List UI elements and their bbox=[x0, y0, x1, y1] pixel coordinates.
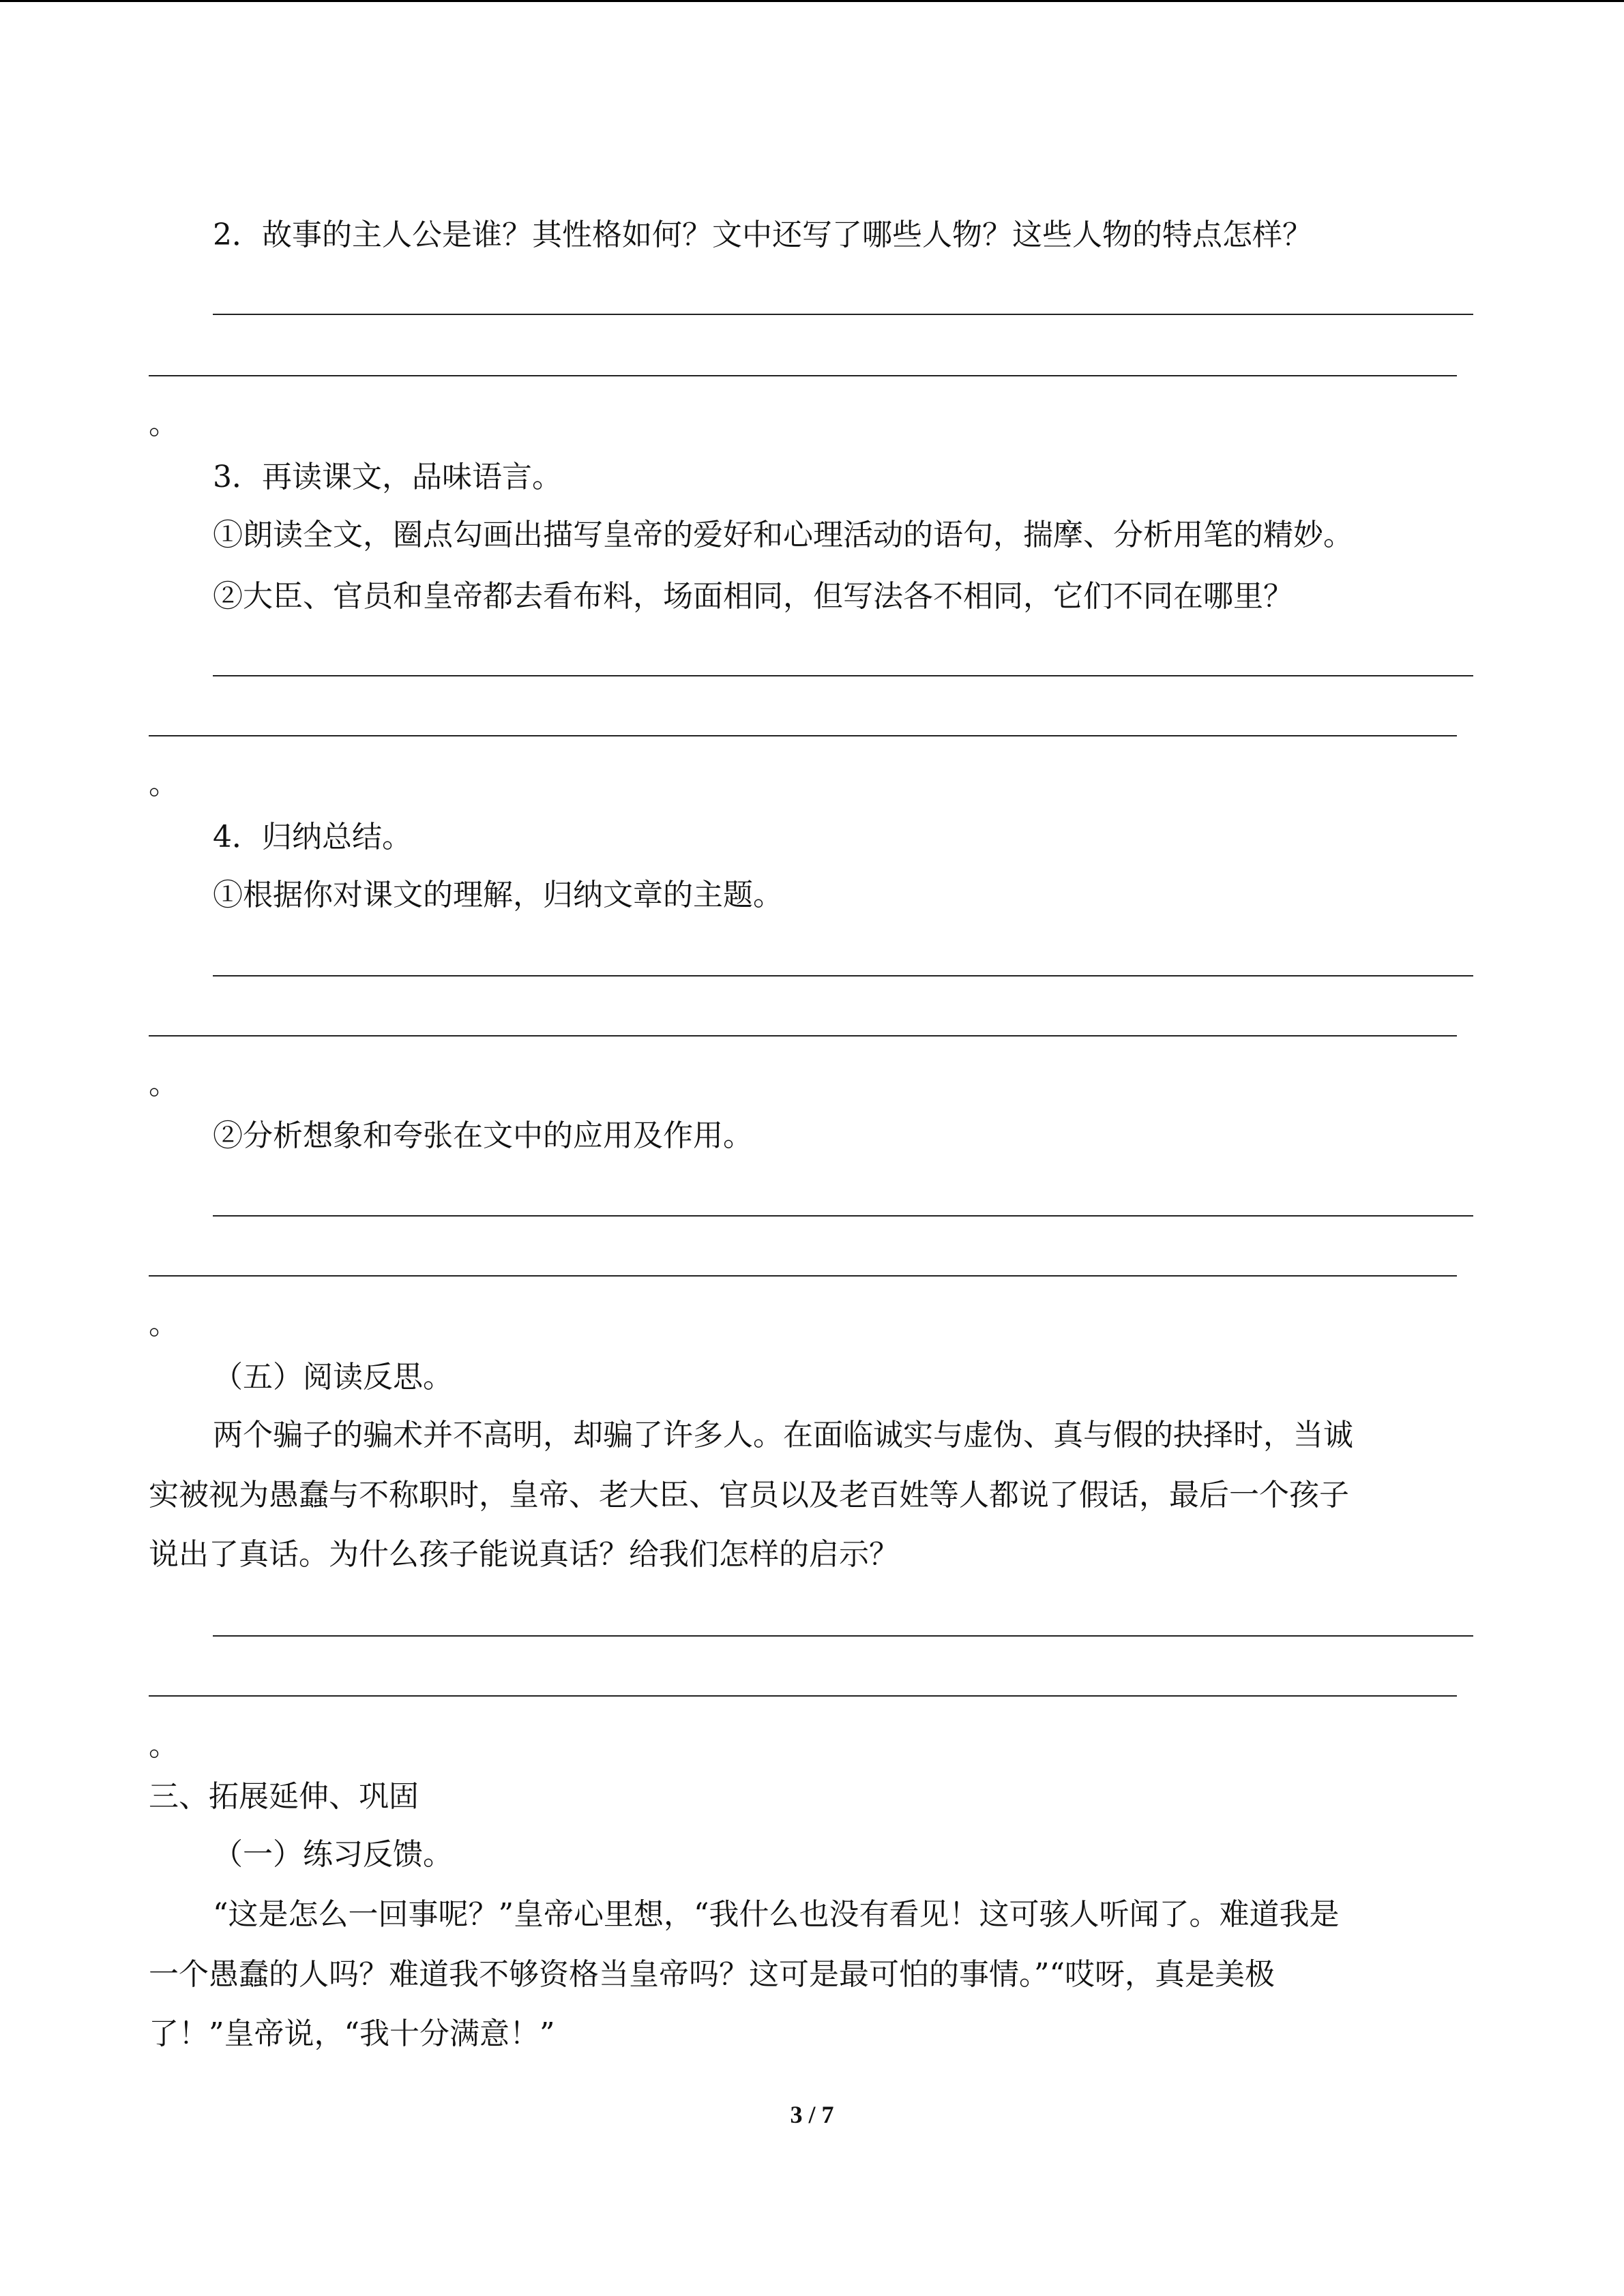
answer-line[interactable] bbox=[213, 675, 1473, 676]
reflect-paragraph-line-1: 两个骗子的骗术并不高明，却骗了许多人。在面临诚实与虚伪、真与假的抉择时，当诚 bbox=[213, 1418, 1353, 1452]
reflect-end-mark: 。 bbox=[149, 1728, 179, 1763]
answer-line[interactable] bbox=[149, 1695, 1457, 1697]
q3-item-1: ①朗读全文，圈点勾画出描写皇帝的爱好和心理活动的语句，揣摩、分析用笔的精妙。 bbox=[213, 518, 1353, 552]
quote-line-1: “这是怎么一回事呢？”皇帝心里想，“我什么也没有看见！这可骇人听闻了。难道我是 bbox=[213, 1897, 1340, 1932]
answer-line[interactable] bbox=[213, 314, 1473, 315]
q4-end-mark-1: 。 bbox=[149, 1067, 179, 1101]
reflect-paragraph-line-2: 实被视为愚蠢与不称职时，皇帝、老大臣、官员以及老百姓等人都说了假话，最后一个孩子 bbox=[149, 1478, 1349, 1512]
quote-line-3: 了！”皇帝说，“我十分满意！” bbox=[149, 2016, 555, 2051]
answer-line[interactable] bbox=[149, 1035, 1457, 1037]
q3-item-2: ②大臣、官员和皇帝都去看布料，场面相同，但写法各不相同，它们不同在哪里？ bbox=[213, 579, 1293, 614]
reflect-paragraph-line-3: 说出了真话。为什么孩子能说真话？给我们怎样的启示？ bbox=[149, 1537, 899, 1572]
answer-line[interactable] bbox=[149, 735, 1457, 736]
q4-title: 4．归纳总结。 bbox=[213, 820, 412, 854]
reflect-heading: （五）阅读反思。 bbox=[213, 1360, 453, 1395]
section-subheading: （一）练习反馈。 bbox=[213, 1837, 453, 1872]
answer-line[interactable] bbox=[213, 1635, 1473, 1637]
answer-line[interactable] bbox=[149, 1275, 1457, 1277]
answer-line[interactable] bbox=[149, 375, 1457, 376]
quote-line-2: 一个愚蠢的人吗？难道我不够资格当皇帝吗？这可是最可怕的事情。”“哎呀，真是美极 bbox=[149, 1957, 1275, 1992]
q3-end-mark: 。 bbox=[149, 766, 179, 801]
q4-item-2: ②分析想象和夸张在文中的应用及作用。 bbox=[213, 1118, 753, 1153]
q2-text: 2．故事的主人公是谁？其性格如何？文中还写了哪些人物？这些人物的特点怎样？ bbox=[213, 218, 1312, 252]
q2-end-mark: 。 bbox=[149, 406, 179, 441]
top-border bbox=[0, 0, 1624, 2]
section-heading: 三、拓展延伸、巩固 bbox=[149, 1779, 419, 1814]
answer-line[interactable] bbox=[213, 975, 1473, 976]
q3-title: 3．再读课文，品味语言。 bbox=[213, 460, 562, 494]
q4-end-mark-2: 。 bbox=[149, 1307, 179, 1341]
page-number: 3 / 7 bbox=[790, 2101, 834, 2128]
answer-line[interactable] bbox=[213, 1215, 1473, 1217]
q4-item-1: ①根据你对课文的理解，归纳文章的主题。 bbox=[213, 878, 783, 912]
